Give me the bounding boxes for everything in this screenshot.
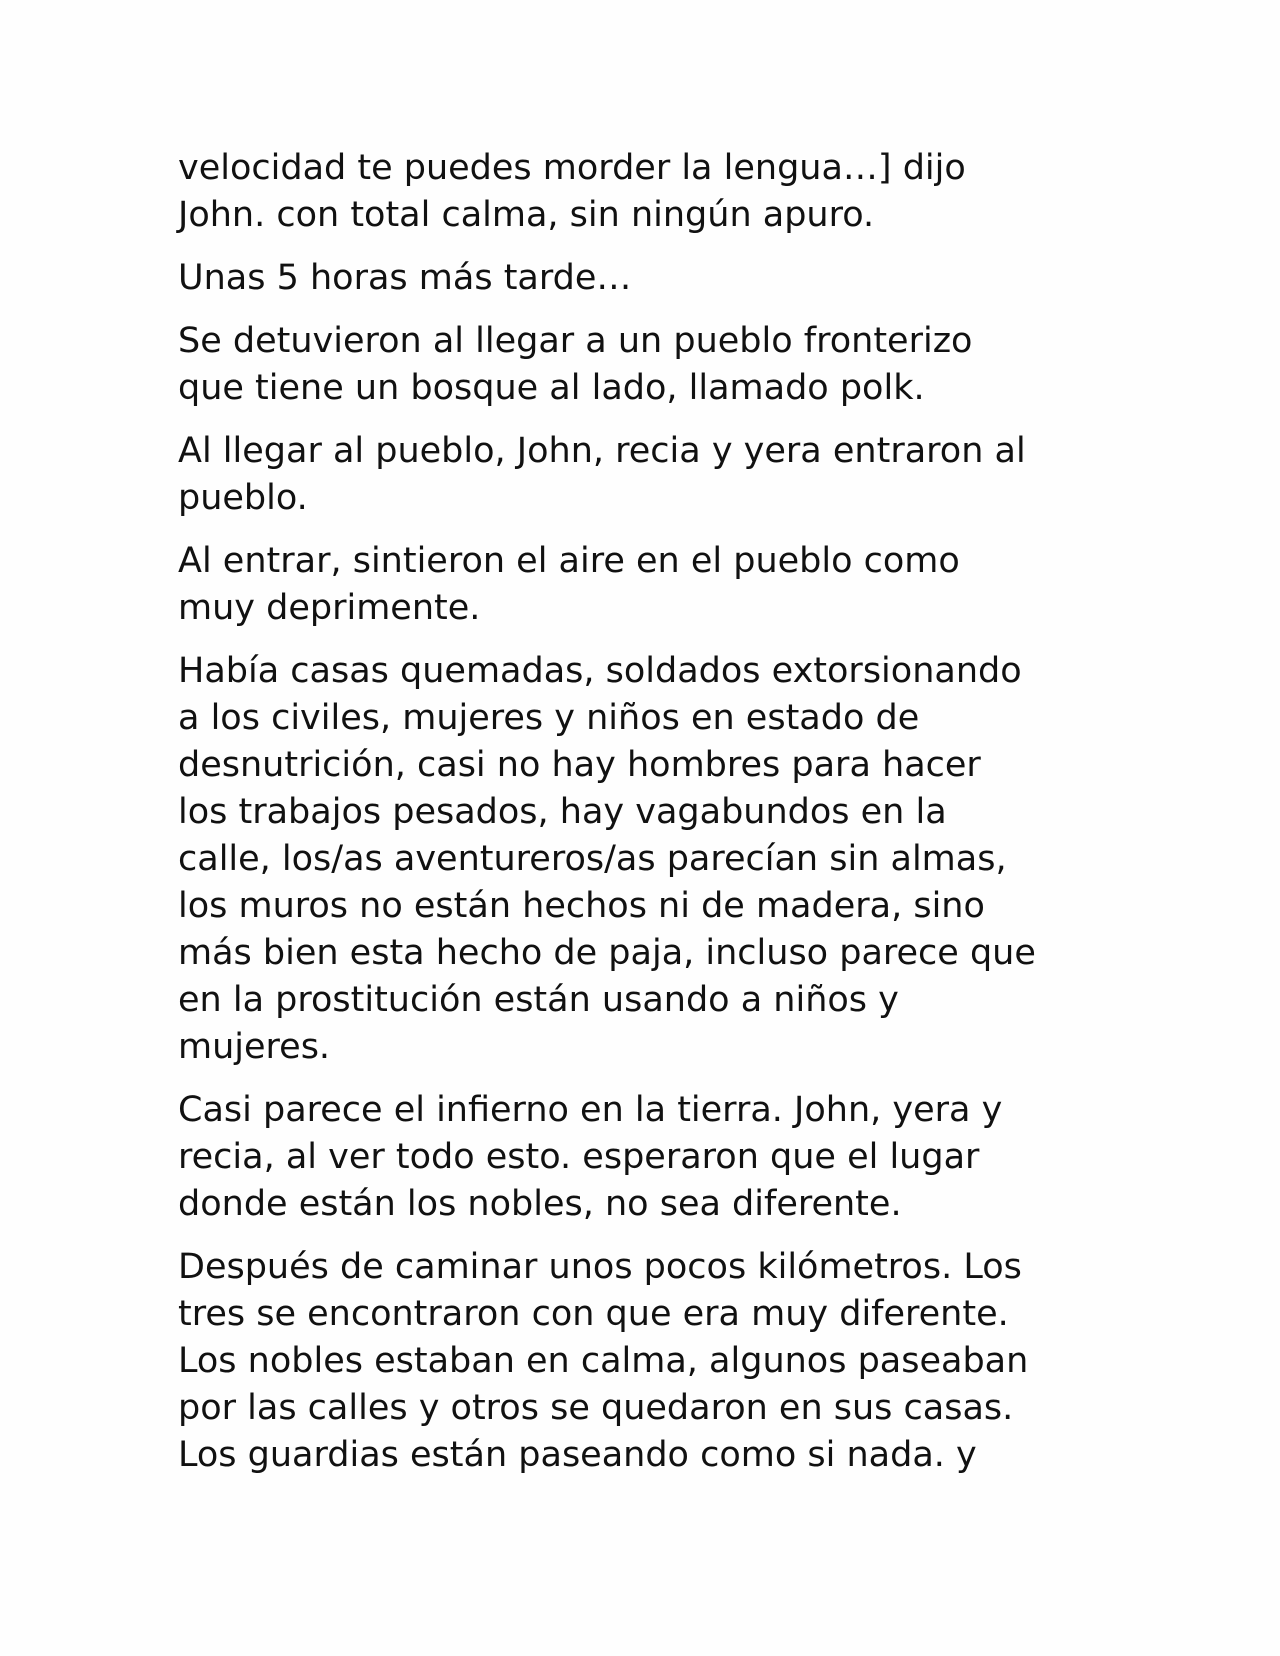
paragraph: [178, 428, 1118, 522]
text-line: Casi parece el infierno en la tierra. John, yera y: [178, 1090, 1003, 1130]
text-line: Al llegar al pueblo, John, recia y yera entraron al: [178, 431, 1026, 471]
body-text: [178, 145, 1118, 1495]
text-line: John. con total calma, sin ningún apuro.: [178, 195, 875, 235]
text-line: mujeres.: [178, 1027, 331, 1067]
text-line: Los nobles estaban en calma, algunos paseaban: [178, 1341, 1029, 1381]
text-line: muy deprimente.: [178, 588, 481, 628]
text-line: Después de caminar unos pocos kilómetros. Los: [178, 1247, 1022, 1287]
paragraph: [178, 255, 1118, 302]
text-line: más bien esta hecho de paja, incluso parece que: [178, 933, 1036, 973]
text-line: Había casas quemadas, soldados extorsionando: [178, 651, 1022, 691]
text-line: Los guardias están paseando como si nada. y: [178, 1435, 977, 1475]
text-line: en la prostitución están usando a niños y: [178, 980, 899, 1020]
text-line: por las calles y otros se quedaron en sus casas.: [178, 1388, 1014, 1428]
paragraph: [178, 1244, 1118, 1479]
text-line: donde están los nobles, no sea diferente.: [178, 1184, 902, 1224]
text-line: recia, al ver todo esto. esperaron que el lugar: [178, 1137, 980, 1177]
text-line: los trabajos pesados, hay vagabundos en la: [178, 792, 947, 832]
paragraph: [178, 318, 1118, 412]
paragraph: [178, 145, 1118, 239]
text-line: a los civiles, mujeres y niños en estado de: [178, 698, 920, 738]
text-line: Se detuvieron al llegar a un pueblo fronterizo: [178, 321, 973, 361]
paragraph: [178, 538, 1118, 632]
text-line: que tiene un bosque al lado, llamado polk.: [178, 368, 925, 408]
paragraph: [178, 648, 1118, 1071]
text-line: Unas 5 horas más tarde…: [178, 258, 632, 298]
text-line: velocidad te puedes morder la lengua…] dijo: [178, 148, 966, 188]
text-line: pueblo.: [178, 478, 308, 518]
text-line: calle, los/as aventureros/as parecían sin almas,: [178, 839, 1007, 879]
text-line: desnutrición, casi no hay hombres para hacer: [178, 745, 981, 785]
text-line: Al entrar, sintieron el aire en el pueblo como: [178, 541, 960, 581]
text-line: los muros no están hechos ni de madera, sino: [178, 886, 985, 926]
text-line: tres se encontraron con que era muy diferente.: [178, 1294, 1009, 1334]
paragraph: [178, 1087, 1118, 1228]
